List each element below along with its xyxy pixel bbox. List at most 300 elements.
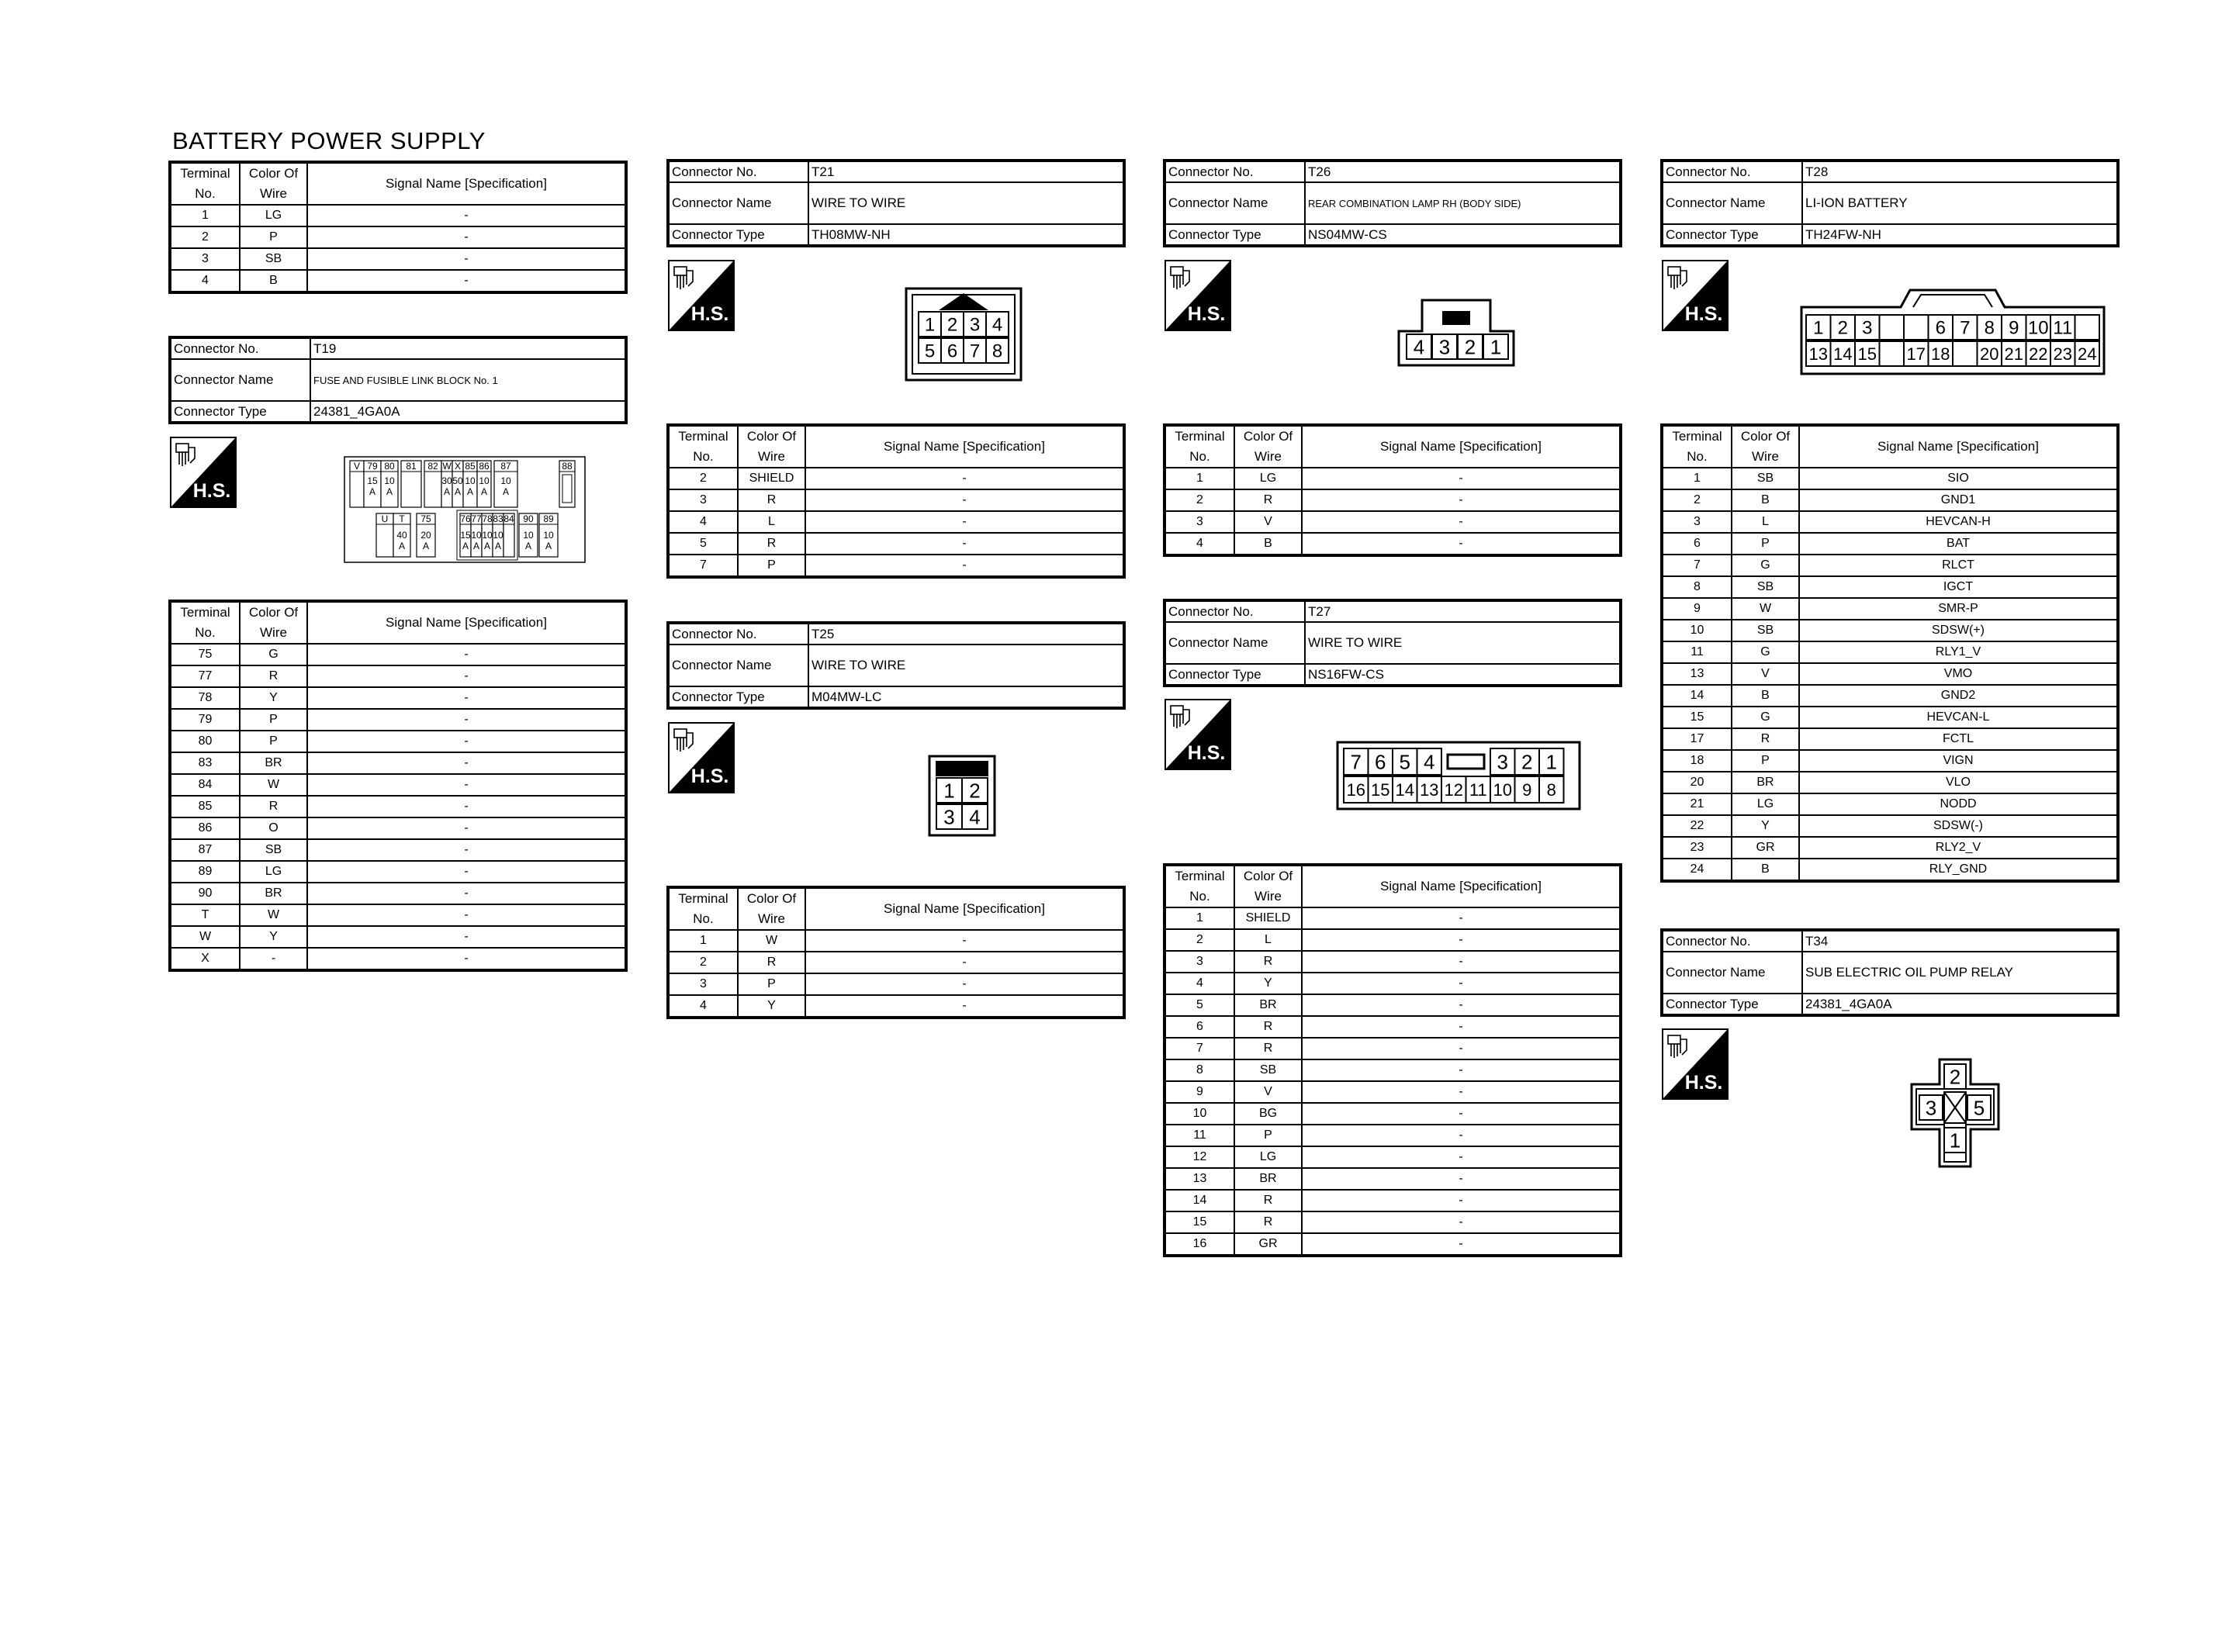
fuse-amperage: 10 [465, 475, 476, 486]
pin-label: 8 [1546, 779, 1556, 800]
table-row [1662, 555, 2118, 576]
terminal-no-header: Terminal No. [170, 162, 240, 205]
wire-color-cell: Y [738, 995, 805, 1018]
signal-cell: - [1302, 468, 1621, 489]
wire-color-cell: GR [1234, 1233, 1302, 1256]
wire-color-cell: R [1234, 489, 1302, 511]
connector-type-label: Connector Type [668, 224, 808, 246]
terminal-cell: 7 [1164, 1038, 1234, 1059]
wire-color-cell: P [738, 555, 805, 577]
wire-color-cell: SB [240, 839, 307, 861]
terminal-cell: 79 [170, 709, 240, 731]
signal-cell: - [1302, 511, 1621, 533]
pin-cell [1880, 341, 1905, 366]
hs-harness-side-icon [668, 260, 735, 331]
terminal-cell: 1 [668, 930, 738, 952]
fuse-amp-unit: A [472, 541, 480, 551]
terminal-cell: 12 [1164, 1146, 1234, 1168]
table-row [170, 205, 626, 226]
wire-color-cell: B [240, 270, 307, 292]
signal-cell: - [307, 796, 626, 817]
fuse-amp-unit: A [483, 541, 491, 551]
pin-cell [1904, 315, 1929, 340]
fuse-amperage: 15 [367, 475, 378, 486]
pin-label: 2 [1521, 750, 1533, 774]
signal-cell: - [805, 555, 1124, 577]
pin-label: 1 [943, 779, 955, 803]
color-of-wire-header: Color Of Wire [738, 887, 805, 930]
fuse-amp-unit: A [480, 486, 488, 497]
table-row [1164, 1059, 1621, 1081]
terminal-cell: 85 [170, 796, 240, 817]
signal-cell: IGCT [1799, 576, 2118, 598]
signal-cell: GND2 [1799, 685, 2118, 707]
fuse-number: 89 [543, 513, 554, 524]
wire-color-cell: R [1732, 728, 1799, 750]
connector-type-value: NS04MW-CS [1305, 224, 1621, 246]
pin-label: 3 [1497, 750, 1508, 774]
wire-color-cell: W [240, 774, 307, 796]
connector-no-label: Connector No. [1662, 161, 1802, 182]
connector-diagram-t25 [928, 755, 996, 837]
terminal-no-header: Terminal No. [1164, 865, 1234, 907]
connector-info-t25 [666, 621, 1126, 710]
pin-label: 21 [2004, 344, 2023, 364]
connector-name-label: Connector Name [668, 182, 808, 224]
table-row [1164, 1081, 1621, 1103]
signal-cell: - [307, 665, 626, 687]
terminal-cell: 3 [1164, 951, 1234, 973]
table-row [1662, 793, 2118, 815]
pin-label: 9 [2009, 317, 2019, 339]
fuse-amp-unit: A [398, 541, 406, 551]
signal-cell: - [1302, 907, 1621, 929]
fuse-amperage: 30 [441, 475, 452, 486]
table-row [1164, 1038, 1621, 1059]
terminal-cell: 2 [170, 226, 240, 248]
color-of-wire-header: Color Of Wire [1234, 865, 1302, 907]
table-row [1662, 859, 2118, 881]
table-row [668, 952, 1124, 973]
table-row [170, 904, 626, 926]
terminal-cell: 10 [1662, 620, 1732, 641]
wire-color-cell: G [1732, 555, 1799, 576]
wire-color-cell: P [1732, 750, 1799, 772]
signal-cell: - [307, 270, 626, 292]
table-row [1164, 1168, 1621, 1190]
connector-no-value: T21 [808, 161, 1124, 182]
signal-cell: GND1 [1799, 489, 2118, 511]
fuse-amp-unit: A [454, 486, 462, 497]
wire-color-cell: Y [240, 687, 307, 709]
signal-cell: - [1302, 1038, 1621, 1059]
wire-color-cell: B [1732, 859, 1799, 881]
terminal-cell: X [170, 948, 240, 970]
fuse-number: 75 [420, 513, 431, 524]
table-row [1164, 489, 1621, 511]
terminal-cell: 16 [1164, 1233, 1234, 1256]
wire-color-cell: L [1732, 511, 1799, 533]
signal-cell: - [805, 973, 1124, 995]
table-row [1164, 1016, 1621, 1038]
connector-no-value: T26 [1305, 161, 1621, 182]
pin-label: 1 [924, 314, 936, 336]
table-row [668, 995, 1124, 1018]
wire-color-cell: SB [240, 248, 307, 270]
signal-cell: - [307, 709, 626, 731]
signal-cell: SMR-P [1799, 598, 2118, 620]
table-row [1164, 951, 1621, 973]
fuse-number: W [442, 461, 452, 472]
wire-color-cell: G [240, 644, 307, 665]
fuse-number: 86 [479, 461, 490, 472]
table-row [1662, 620, 2118, 641]
fuse-slot-inner [562, 475, 572, 503]
wire-color-cell: LG [1732, 793, 1799, 815]
terminal-cell: 3 [668, 973, 738, 995]
terminal-cell: 17 [1662, 728, 1732, 750]
connector-info-t19 [168, 336, 628, 424]
terminal-cell: 14 [1164, 1190, 1234, 1211]
hs-label: H.S. [192, 480, 231, 502]
fuse-amp-unit: A [462, 541, 469, 551]
signal-cell: - [307, 731, 626, 752]
connector-diagram-t34 [1910, 1058, 2000, 1168]
wire-color-cell: Y [1732, 815, 1799, 837]
terminal-cell: 89 [170, 861, 240, 883]
table-row [1164, 468, 1621, 489]
fuse-amp-unit: A [443, 486, 451, 497]
wire-color-cell: - [240, 948, 307, 970]
connector-no-label: Connector No. [668, 623, 808, 645]
terminal-cell: 4 [1164, 973, 1234, 994]
fuse-amperage: 10 [493, 530, 504, 541]
pin-label: 3 [1925, 1096, 1937, 1120]
wire-color-cell: BR [1234, 994, 1302, 1016]
table-row [1164, 994, 1621, 1016]
wire-color-cell: B [1732, 489, 1799, 511]
signal-cell: - [1302, 1190, 1621, 1211]
signal-cell: FCTL [1799, 728, 2118, 750]
wire-color-cell: R [1234, 1190, 1302, 1211]
wire-color-cell: BR [1234, 1168, 1302, 1190]
signal-cell: - [307, 205, 626, 226]
terminal-cell: 90 [170, 883, 240, 904]
signal-cell: SDSW(-) [1799, 815, 2118, 837]
terminal-cell: 7 [1662, 555, 1732, 576]
fuse-amperage: 10 [543, 530, 554, 541]
wire-color-cell: R [1234, 951, 1302, 973]
wire-color-cell: R [1234, 1016, 1302, 1038]
signal-name-header: Signal Name [Specification] [307, 601, 626, 644]
connector-no-value: T28 [1802, 161, 2118, 182]
pin-label: 12 [1444, 779, 1463, 800]
signal-name-header: Signal Name [Specification] [805, 887, 1124, 930]
table-row [668, 533, 1124, 555]
wire-color-cell: G [1732, 641, 1799, 663]
fuse-number: T [399, 513, 405, 524]
signal-cell: - [805, 930, 1124, 952]
wire-color-cell: R [738, 952, 805, 973]
terminal-cell: 13 [1164, 1168, 1234, 1190]
terminal-cell: 7 [668, 555, 738, 577]
terminal-cell: 3 [1662, 511, 1732, 533]
signal-cell: RLY_GND [1799, 859, 2118, 881]
pin-label: 8 [991, 340, 1003, 362]
fuse-amp-unit: A [524, 541, 532, 551]
signal-cell: RLY2_V [1799, 837, 2118, 859]
table-row [1164, 907, 1621, 929]
table-row [1164, 511, 1621, 533]
signal-cell: VLO [1799, 772, 2118, 793]
table-row [1662, 511, 2118, 533]
terminal-cell: 1 [1662, 468, 1732, 489]
signal-name-header: Signal Name [Specification] [1302, 425, 1621, 468]
signal-name-header: Signal Name [Specification] [1799, 425, 2118, 468]
pin-label: 5 [1973, 1096, 1985, 1120]
connector-type-label: Connector Type [1662, 224, 1802, 246]
fuse-amp-unit: A [545, 541, 552, 551]
connector-diagram-t26 [1397, 299, 1515, 367]
signal-cell: - [805, 511, 1124, 533]
terminal-cell: 8 [1662, 576, 1732, 598]
wire-color-cell: W [738, 930, 805, 952]
table-row [1662, 772, 2118, 793]
pin-label: 4 [1424, 750, 1435, 774]
signal-cell: HEVCAN-H [1799, 511, 2118, 533]
connector-type-label: Connector Type [1164, 224, 1305, 246]
color-of-wire-header: Color Of Wire [738, 425, 805, 468]
connector-name-value: LI-ION BATTERY [1802, 182, 2118, 224]
latch-slot [1448, 755, 1484, 769]
fuse-number: 79 [367, 461, 378, 472]
pin-label: 23 [2053, 344, 2072, 364]
table-row [170, 861, 626, 883]
connector-type-label: Connector Type [1662, 994, 1802, 1015]
table-row [1662, 468, 2118, 489]
fuse-amp-unit: A [494, 541, 502, 551]
signal-name-header: Signal Name [Specification] [1302, 865, 1621, 907]
hs-harness-side-icon [1662, 260, 1729, 331]
connector-info-t28 [1660, 159, 2120, 247]
table-row [170, 731, 626, 752]
connector-name-label: Connector Name [668, 645, 808, 686]
wire-color-cell: P [738, 973, 805, 995]
pin-label: 2 [946, 314, 958, 336]
connector-type-label: Connector Type [170, 401, 310, 423]
fuse-amp-unit: A [422, 541, 430, 551]
wire-color-cell: BR [1732, 772, 1799, 793]
color-of-wire-header: Color Of Wire [240, 162, 307, 205]
table-row [170, 752, 626, 774]
signal-cell: - [307, 839, 626, 861]
table-row [1164, 533, 1621, 555]
hs-label: H.S. [1187, 303, 1226, 325]
pin-cell [2075, 315, 2100, 340]
pin-label: 14 [1833, 344, 1853, 364]
connector-no-label: Connector No. [1164, 161, 1305, 182]
wire-color-cell: P [1732, 533, 1799, 555]
terminal-cell: 87 [170, 839, 240, 861]
terminal-cell: 1 [1164, 907, 1234, 929]
wire-color-cell: SHIELD [1234, 907, 1302, 929]
hs-harness-side-icon [1164, 699, 1231, 770]
signal-cell: - [805, 489, 1124, 511]
table-row [1662, 728, 2118, 750]
table-row [668, 468, 1124, 489]
wire-color-cell: R [1234, 1211, 1302, 1233]
signal-cell: - [307, 883, 626, 904]
table-row [170, 817, 626, 839]
terminal-cell: 80 [170, 731, 240, 752]
terminal-cell: 86 [170, 817, 240, 839]
terminal-cell: 15 [1662, 707, 1732, 728]
hs-label: H.S. [1684, 1072, 1723, 1094]
fuse-amp-unit: A [369, 486, 376, 497]
table-row [1662, 685, 2118, 707]
terminal-cell: 4 [1164, 533, 1234, 555]
terminal-no-header: Terminal No. [668, 887, 738, 930]
fuse-amperage: 20 [420, 530, 431, 541]
pin-label: 17 [1906, 344, 1926, 364]
pin-label: 3 [1862, 317, 1873, 339]
table-row [668, 930, 1124, 952]
connector-type-label: Connector Type [1164, 664, 1305, 686]
connector-name-value: REAR COMBINATION LAMP RH (BODY SIDE) [1305, 182, 1621, 224]
terminal-cell: 3 [668, 489, 738, 511]
wire-color-cell: SB [1732, 620, 1799, 641]
pin-label: 3 [969, 314, 981, 336]
connector-info-t26 [1163, 159, 1622, 247]
fuse-number: 80 [384, 461, 395, 472]
signal-cell: - [307, 817, 626, 839]
table-row [1662, 663, 2118, 685]
connector-type-value: TH24FW-NH [1802, 224, 2118, 246]
connector-no-value: T25 [808, 623, 1124, 645]
signal-cell: - [307, 687, 626, 709]
table-row [170, 644, 626, 665]
signal-cell: - [1302, 1211, 1621, 1233]
wire-color-cell: LG [240, 205, 307, 226]
connector-diagram-t27 [1336, 741, 1581, 810]
pin-label: 22 [2029, 344, 2048, 364]
signal-cell: VIGN [1799, 750, 2118, 772]
fuse-number: 90 [523, 513, 534, 524]
pin-cell [1953, 341, 1978, 366]
connector-diagram-t28 [1800, 284, 2106, 375]
connector-no-value: T34 [1802, 930, 2118, 952]
fuse-number: X [454, 461, 462, 472]
t19-signal-table [168, 600, 628, 972]
table-row [1164, 1211, 1621, 1233]
wire-color-cell: V [1234, 1081, 1302, 1103]
terminal-cell: 5 [668, 533, 738, 555]
pin-label: 11 [1469, 779, 1487, 800]
pin-label: 14 [1395, 779, 1414, 800]
pin-label: 20 [1980, 344, 1999, 364]
page-title: BATTERY POWER SUPPLY [172, 127, 486, 154]
t21-signal-table [666, 423, 1126, 579]
table-row [170, 796, 626, 817]
terminal-cell: 18 [1662, 750, 1732, 772]
signal-cell: - [307, 248, 626, 270]
table-row [170, 665, 626, 687]
pin-label: 15 [1371, 779, 1390, 800]
connector-name-label: Connector Name [1164, 622, 1305, 664]
pin-label: 2 [969, 779, 981, 803]
signal-cell: - [1302, 489, 1621, 511]
latch-tab [1442, 311, 1470, 325]
wire-color-cell: GR [1732, 837, 1799, 859]
signal-cell: - [1302, 1168, 1621, 1190]
terminal-cell: 6 [1662, 533, 1732, 555]
pin-label: 13 [1808, 344, 1828, 364]
fuse-number: 78 [482, 513, 493, 524]
signal-cell: SDSW(+) [1799, 620, 2118, 641]
terminal-cell: T [170, 904, 240, 926]
connector-no-value: T19 [310, 337, 626, 359]
table-row [170, 926, 626, 948]
signal-cell: - [1302, 973, 1621, 994]
terminal-cell: 1 [1164, 468, 1234, 489]
terminal-cell: 10 [1164, 1103, 1234, 1125]
terminal-cell: 4 [170, 270, 240, 292]
signal-cell: - [1302, 1125, 1621, 1146]
pin-label: 9 [1522, 779, 1532, 800]
wire-color-cell: R [738, 533, 805, 555]
terminal-cell: 2 [668, 468, 738, 489]
hs-harness-side-icon [1164, 260, 1231, 331]
connector-name-label: Connector Name [1662, 182, 1802, 224]
terminal-cell: 4 [668, 511, 738, 533]
connector-name-label: Connector Name [1164, 182, 1305, 224]
table-row [1662, 750, 2118, 772]
table-row [170, 226, 626, 248]
terminal-no-header: Terminal No. [1662, 425, 1732, 468]
wire-color-cell: BR [240, 883, 307, 904]
connector-diagram-t21 [905, 287, 1023, 382]
terminal-cell: 4 [668, 995, 738, 1018]
fuse-amperage: 10 [479, 475, 490, 486]
fuse-amperage: 10 [500, 475, 511, 486]
fuse-number: U [381, 513, 389, 524]
signal-cell: VMO [1799, 663, 2118, 685]
connector-info-t21 [666, 159, 1126, 247]
table-row [1662, 707, 2118, 728]
terminal-cell: 24 [1662, 859, 1732, 881]
table-row [170, 948, 626, 970]
terminal-cell: 1 [170, 205, 240, 226]
fuse-number: V [353, 461, 361, 472]
terminal-cell: 8 [1164, 1059, 1234, 1081]
wire-color-cell: BG [1234, 1103, 1302, 1125]
connector-no-label: Connector No. [668, 161, 808, 182]
signal-cell: - [307, 861, 626, 883]
pin-label: 11 [2053, 317, 2073, 339]
signal-cell: HEVCAN-L [1799, 707, 2118, 728]
pin-label: 10 [2027, 317, 2049, 339]
pin-label: 15 [1857, 344, 1877, 364]
hs-label: H.S. [690, 303, 729, 325]
signal-cell: - [307, 904, 626, 926]
wire-color-cell: V [1732, 663, 1799, 685]
table-row [170, 248, 626, 270]
pin-label: 1 [1813, 317, 1824, 339]
table-row [1164, 929, 1621, 951]
pin-label: 3 [943, 805, 955, 829]
fuse-number: 81 [406, 461, 417, 472]
color-of-wire-header: Color Of Wire [1234, 425, 1302, 468]
